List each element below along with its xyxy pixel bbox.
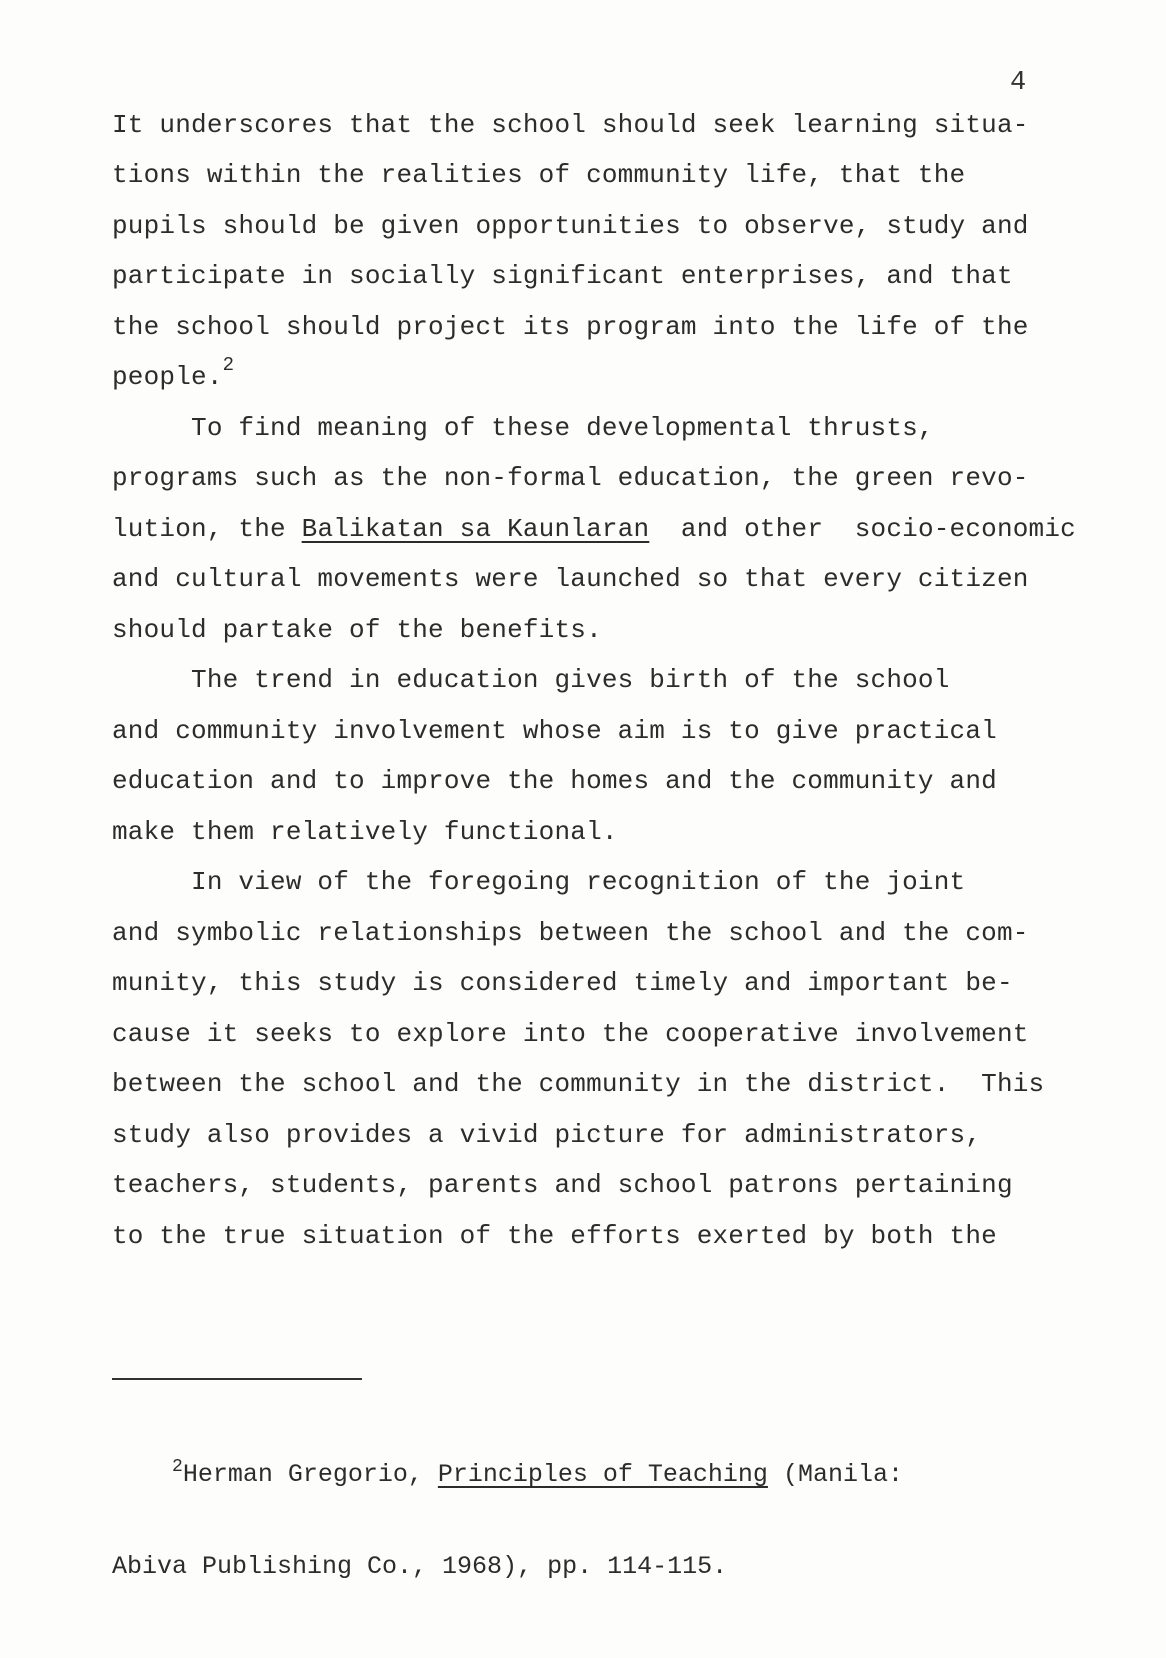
footnote-title: Principles of Teaching (437, 1460, 768, 1489)
footnote-number: 2 (172, 1457, 183, 1477)
paragraph-4-line-7: teachers, students, parents and school patrons pertaining (112, 1170, 1013, 1200)
paragraph-1-line-5: the school should project its program into the life of the (112, 312, 1029, 342)
footnote-line-2: Abiva Publishing Co., 1968), pp. 114-115. (112, 1552, 728, 1581)
paragraph-4-line-1: In view of the foregoing recognition of the joint (112, 867, 966, 897)
paragraph-4-line-4: cause it seeks to explore into the cooperative involvement (112, 1019, 1029, 1049)
paragraph-1-line-6 (112, 354, 235, 394)
paragraph-4-line-2: and symbolic relationships between the school and the com- (112, 918, 1029, 948)
paragraph-4-line-8: to the true situation of the efforts exerted by both the (112, 1221, 997, 1251)
paragraph-3-line-4: make them relatively functional. (112, 817, 618, 847)
paragraph-4-line-6: study also provides a vivid picture for administrators, (112, 1120, 982, 1150)
paragraph-3-line-3: education and to improve the homes and the community and (112, 766, 997, 796)
footnote-author: Herman Gregorio, (182, 1460, 438, 1489)
paragraph-1-line-1: It underscores that the school should seek learning situa- (112, 110, 1029, 140)
paragraph-2-line-3 (112, 514, 1076, 544)
paragraph-4-line-3: munity, this study is considered timely and important be- (112, 968, 1013, 998)
paragraph-2-line-2: programs such as the non-formal education, the green revo- (112, 463, 1029, 493)
paragraph-1-line-6-text: people. (112, 362, 223, 392)
paragraph-3-line-1: The trend in education gives birth of the school (112, 665, 950, 695)
paragraph-2-line-3-start: lution, the (112, 514, 302, 544)
paragraph-1-line-4: participate in socially significant enterprises, and that (112, 261, 1013, 291)
paragraph-3-line-2: and community involvement whose aim is to give practical (112, 716, 997, 746)
paragraph-2-line-4: and cultural movements were launched so that every citizen (112, 564, 1029, 594)
underlined-term: Balikatan sa Kaunlaran (301, 514, 650, 544)
page-number: 4 (1010, 68, 1027, 98)
footnote-publisher-start: (Manila: (767, 1460, 903, 1489)
paragraph-2-line-1: To find meaning of these developmental thrusts, (112, 413, 934, 443)
paragraph-4-line-5: between the school and the community in the district. This (112, 1069, 1045, 1099)
paragraph-2-line-3-end: and other socio-economic (649, 514, 1076, 544)
paragraph-1-line-2: tions within the realities of community life, that the (112, 160, 966, 190)
footnote (112, 1400, 903, 1612)
footnote-reference: 2 (222, 354, 235, 376)
footnote-divider (112, 1378, 362, 1380)
paragraph-1-line-3: pupils should be given opportunities to observe, study and (112, 211, 1029, 241)
paragraph-2-line-5: should partake of the benefits. (112, 615, 602, 645)
footnote-line-1 (112, 1457, 903, 1492)
